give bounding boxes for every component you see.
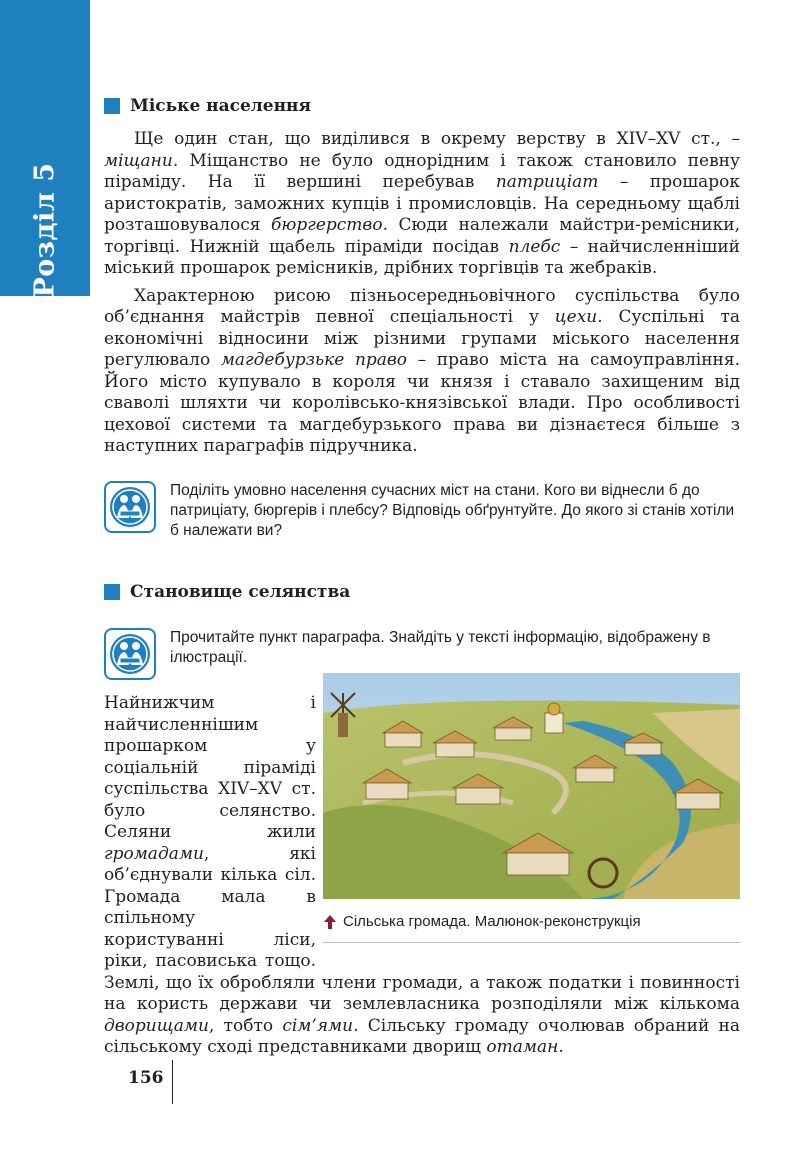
term: громадами — [104, 843, 204, 864]
text-run: . — [558, 1037, 564, 1057]
section-tab — [0, 0, 90, 296]
text-run: . Сільську громаду очолював обраний на сільському сході представниками дворищ — [104, 1015, 740, 1057]
section-label: Розділ 5 — [29, 162, 61, 298]
illustration-caption — [323, 913, 740, 930]
text-run: Найнижчим і найчисленнішим прошарком у соціальній піраміді суспільства XIV–XV ст. було селянство. Селяни жили — [104, 693, 316, 842]
term: бюргерство — [271, 215, 383, 235]
term: патриціат — [495, 172, 599, 192]
caption-divider — [323, 942, 740, 943]
text-run: Характерною рисою пізньосередньовічного суспільства було об’єднання майстрів певної спеціальності у — [104, 285, 740, 327]
term: отаман — [486, 1037, 559, 1057]
term: дворищами — [104, 1015, 209, 1036]
page-number: 156 — [128, 1068, 164, 1088]
text-run: – найчисленніший міський прошарок ремісників, дрібних торгівців та жебраків. — [104, 236, 740, 278]
task-box-urban — [104, 481, 740, 541]
term: сім’ями — [282, 1015, 354, 1036]
term: міщани — [104, 150, 173, 171]
task-text: Поділіть умовно населення сучасних міст на стани. Кого ви віднесли б до патриціату, бюргерів і плебсу? Відповідь обґрунтуйте. До якого зі станів хотіли б належати ви? — [170, 482, 735, 539]
village-illustration — [323, 673, 740, 899]
text-run: . Сюди належали майстри-ремісники, торгівці. Нижній щабель піраміди посідав — [104, 215, 740, 257]
text-run: , тобто — [208, 1015, 283, 1036]
caption-text: Сільська громада. Малюнок-реконструкція — [343, 913, 641, 930]
term: плебс — [508, 236, 561, 257]
urban-text — [104, 129, 740, 458]
reading-people-icon — [104, 628, 156, 680]
page-number-rule — [172, 1060, 173, 1104]
text-run: . Суспільні та економічні відносини між різними групами міського населення регулювало — [104, 307, 740, 370]
text-run: , які об’єднували кілька сіл. Громада мала в спільному користуванні ліси, ріки, пасовиська тощо. Землі, що їх обробляли члени громади, а також податки і повинності на користь держави чи землевласника розподіляли між кількома — [104, 843, 740, 1014]
term: цехи — [554, 307, 598, 327]
text-run: . Міщанство не було однорідним і також становило певну піраміду. На її вершині перебував — [104, 150, 740, 192]
term: магдебурзьке право — [220, 350, 408, 370]
urban-paragraph-1 — [104, 129, 740, 280]
task-text: Прочитайте пункт параграфа. Знайдіть у тексті інформацію, відображену в ілюстрації. — [170, 629, 711, 666]
heading-marker-icon — [104, 98, 120, 114]
reading-people-icon — [104, 481, 156, 533]
heading-text: Міське населення — [130, 96, 312, 116]
arrow-up-icon — [323, 914, 337, 930]
heading-marker-icon — [104, 584, 120, 600]
urban-paragraph-2 — [104, 286, 740, 458]
text-run: – право міста на самоуправління. Його місто купувало в короля чи князя і ставало захищеним від сваволі шляхти чи королівсько-князівської влади. Про особливості цехової системи та магдебурзького права ви дізнаєтеся більше з наступних параграфів підручника. — [104, 350, 741, 456]
text-run: Ще один стан, що виділився в окрему верству в XIV–XV ст., – — [134, 129, 740, 149]
section-heading-peasants — [104, 582, 740, 602]
section-heading-urban — [104, 96, 740, 116]
text-run: – прошарок аристократів, заможних купців і промисловців. На середньому щаблі розташовувалося — [104, 172, 741, 235]
heading-text: Становище селянства — [130, 582, 351, 602]
